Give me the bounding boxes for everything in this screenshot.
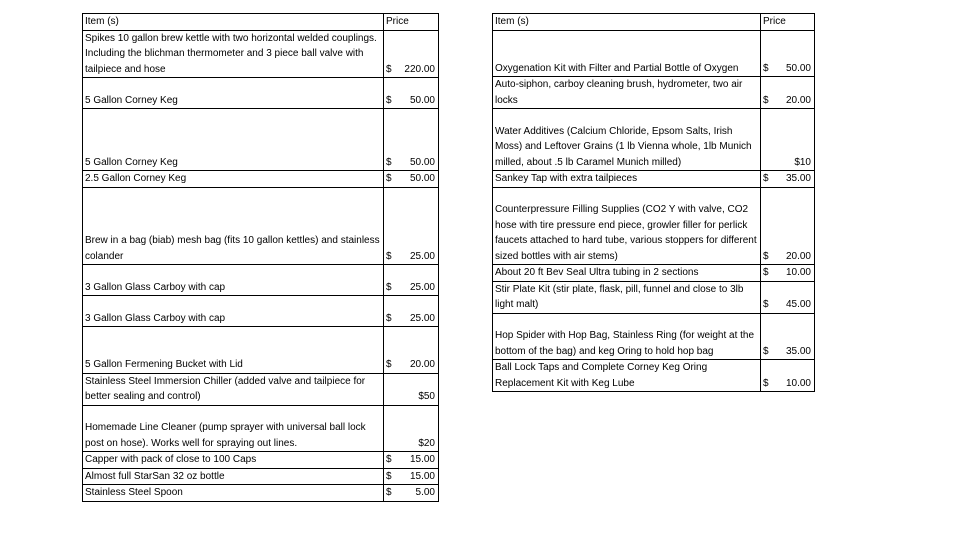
price-cell <box>761 171 815 188</box>
price-cell <box>384 485 439 502</box>
price-cell <box>384 109 439 171</box>
currency-symbol: $ <box>763 267 769 278</box>
item-cell: Stir Plate Kit (stir plate, flask, pill, funnel and close to 3lb light malt) <box>493 281 761 313</box>
table-row <box>493 171 815 188</box>
currency-symbol: $ <box>386 359 392 370</box>
price-amount: 10.00 <box>785 377 811 389</box>
currency-symbol: $ <box>763 94 769 106</box>
price-amount: 25.00 <box>409 312 435 324</box>
currency-symbol: $ <box>386 173 392 184</box>
table-row <box>493 360 815 392</box>
price-amount: 35.00 <box>785 173 811 184</box>
currency-symbol: $ <box>763 250 769 262</box>
price-amount: 25.00 <box>409 250 435 262</box>
currency-symbol: $ <box>763 299 769 310</box>
right-price-table <box>492 13 815 392</box>
currency-symbol: $ <box>386 250 392 262</box>
table-row <box>493 30 815 77</box>
table-row <box>83 109 439 171</box>
item-cell: 3 Gallon Glass Carboy with cap <box>83 296 384 327</box>
header-row <box>493 14 815 31</box>
price-amount: $50 <box>418 391 435 402</box>
table-row <box>83 373 439 405</box>
currency-symbol: $ <box>386 312 392 324</box>
price-cell <box>384 373 439 405</box>
currency-symbol: $ <box>386 487 392 498</box>
table-row <box>83 30 439 78</box>
currency-symbol: $ <box>386 454 392 465</box>
item-cell: 5 Gallon Fermening Bucket with Lid <box>83 327 384 374</box>
item-cell: Auto-siphon, carboy cleaning brush, hydrometer, two air locks <box>493 77 761 109</box>
item-column-header: Item (s) <box>493 14 761 31</box>
item-cell: Stainless Steel Immersion Chiller (added valve and tailpiece for better sealing and control) <box>83 373 384 405</box>
item-cell: Counterpressure Filling Supplies (CO2 Y with valve, CO2 hose with tire pressure end piece, growler filler for perlick faucets attached to hard tube, various stoppers for different sized bottles with air stems) <box>493 187 761 265</box>
item-cell: Spikes 10 gallon brew kettle with two horizontal welded couplings. Including the blichman thermometer and 3 piece ball valve with tailpiece and hose <box>83 30 384 78</box>
currency-symbol: $ <box>763 345 769 357</box>
table-row <box>83 296 439 327</box>
item-cell: Ball Lock Taps and Complete Corney Keg Oring Replacement Kit with Keg Lube <box>493 360 761 392</box>
item-column-header: Item (s) <box>83 14 384 31</box>
table-row <box>493 109 815 171</box>
item-cell: Sankey Tap with extra tailpieces <box>493 171 761 188</box>
price-cell <box>384 468 439 485</box>
price-amount: 15.00 <box>409 454 435 465</box>
price-cell <box>384 452 439 469</box>
price-amount: 25.00 <box>409 281 435 293</box>
price-cell <box>761 265 815 282</box>
currency-symbol: $ <box>386 63 392 75</box>
table-row <box>83 327 439 374</box>
item-cell: Homemade Line Cleaner (pump sprayer with universal ball lock post on hose). Works well for spraying out lines. <box>83 405 384 452</box>
item-cell: About 20 ft Bev Seal Ultra tubing in 2 sections <box>493 265 761 282</box>
item-cell: Water Additives (Calcium Chloride, Epsom Salts, Irish Moss) and Leftover Grains (1 lb Vienna whole, 1lb Munich milled, about .5 lb Caramel Munich milled) <box>493 109 761 171</box>
currency-symbol: $ <box>386 281 392 293</box>
left-price-table <box>82 13 439 502</box>
item-cell: Stainless Steel Spoon <box>83 485 384 502</box>
price-cell <box>384 327 439 374</box>
price-cell <box>384 187 439 265</box>
table-row <box>493 313 815 360</box>
price-amount: $10 <box>794 156 811 168</box>
price-amount: 5.00 <box>415 487 435 498</box>
table-row <box>83 485 439 502</box>
item-cell: Oxygenation Kit with Filter and Partial Bottle of Oxygen <box>493 30 761 77</box>
price-amount: 220.00 <box>404 63 435 75</box>
price-amount: 50.00 <box>409 156 435 168</box>
item-cell: Brew in a bag (biab) mesh bag (fits 10 gallon kettles) and stainless colander <box>83 187 384 265</box>
price-cell <box>384 296 439 327</box>
currency-symbol: $ <box>386 470 392 482</box>
table-row <box>493 265 815 282</box>
price-amount: $20 <box>418 437 435 449</box>
price-cell <box>384 78 439 109</box>
table-row <box>493 281 815 313</box>
price-cell <box>761 281 815 313</box>
price-cell <box>761 313 815 360</box>
price-cell <box>761 187 815 265</box>
table-row <box>83 452 439 469</box>
header-row <box>83 14 439 31</box>
currency-symbol: $ <box>763 377 769 389</box>
price-cell <box>384 30 439 78</box>
price-cell <box>761 77 815 109</box>
table-row <box>83 265 439 296</box>
currency-symbol: $ <box>386 156 392 168</box>
price-column-header: Price <box>761 14 815 31</box>
table-row <box>83 468 439 485</box>
item-cell: 5 Gallon Corney Keg <box>83 109 384 171</box>
table-row <box>83 171 439 188</box>
currency-symbol: $ <box>763 62 769 74</box>
price-amount: 50.00 <box>409 173 435 184</box>
item-cell: Hop Spider with Hop Bag, Stainless Ring (for weight at the bottom of the bag) and keg Oring to hold hop bag <box>493 313 761 360</box>
item-cell: 3 Gallon Glass Carboy with cap <box>83 265 384 296</box>
price-amount: 15.00 <box>409 470 435 482</box>
price-amount: 50.00 <box>409 94 435 106</box>
price-amount: 45.00 <box>785 299 811 310</box>
table-row <box>83 78 439 109</box>
price-amount: 20.00 <box>409 359 435 370</box>
price-cell <box>384 171 439 188</box>
price-amount: 20.00 <box>785 250 811 262</box>
price-cell <box>384 405 439 452</box>
table-row <box>493 77 815 109</box>
currency-symbol: $ <box>763 173 769 184</box>
item-cell: 5 Gallon Corney Keg <box>83 78 384 109</box>
price-amount: 35.00 <box>785 345 811 357</box>
price-cell <box>761 360 815 392</box>
price-amount: 50.00 <box>785 62 811 74</box>
price-cell <box>761 109 815 171</box>
price-amount: 20.00 <box>785 94 811 106</box>
table-row <box>493 187 815 265</box>
item-cell: Almost full StarSan 32 oz bottle <box>83 468 384 485</box>
table-row <box>83 405 439 452</box>
price-cell <box>384 265 439 296</box>
item-cell: Capper with pack of close to 100 Caps <box>83 452 384 469</box>
item-cell: 2.5 Gallon Corney Keg <box>83 171 384 188</box>
table-row <box>83 187 439 265</box>
price-cell <box>761 30 815 77</box>
price-amount: 10.00 <box>785 267 811 278</box>
currency-symbol: $ <box>386 94 392 106</box>
price-column-header: Price <box>384 14 439 31</box>
